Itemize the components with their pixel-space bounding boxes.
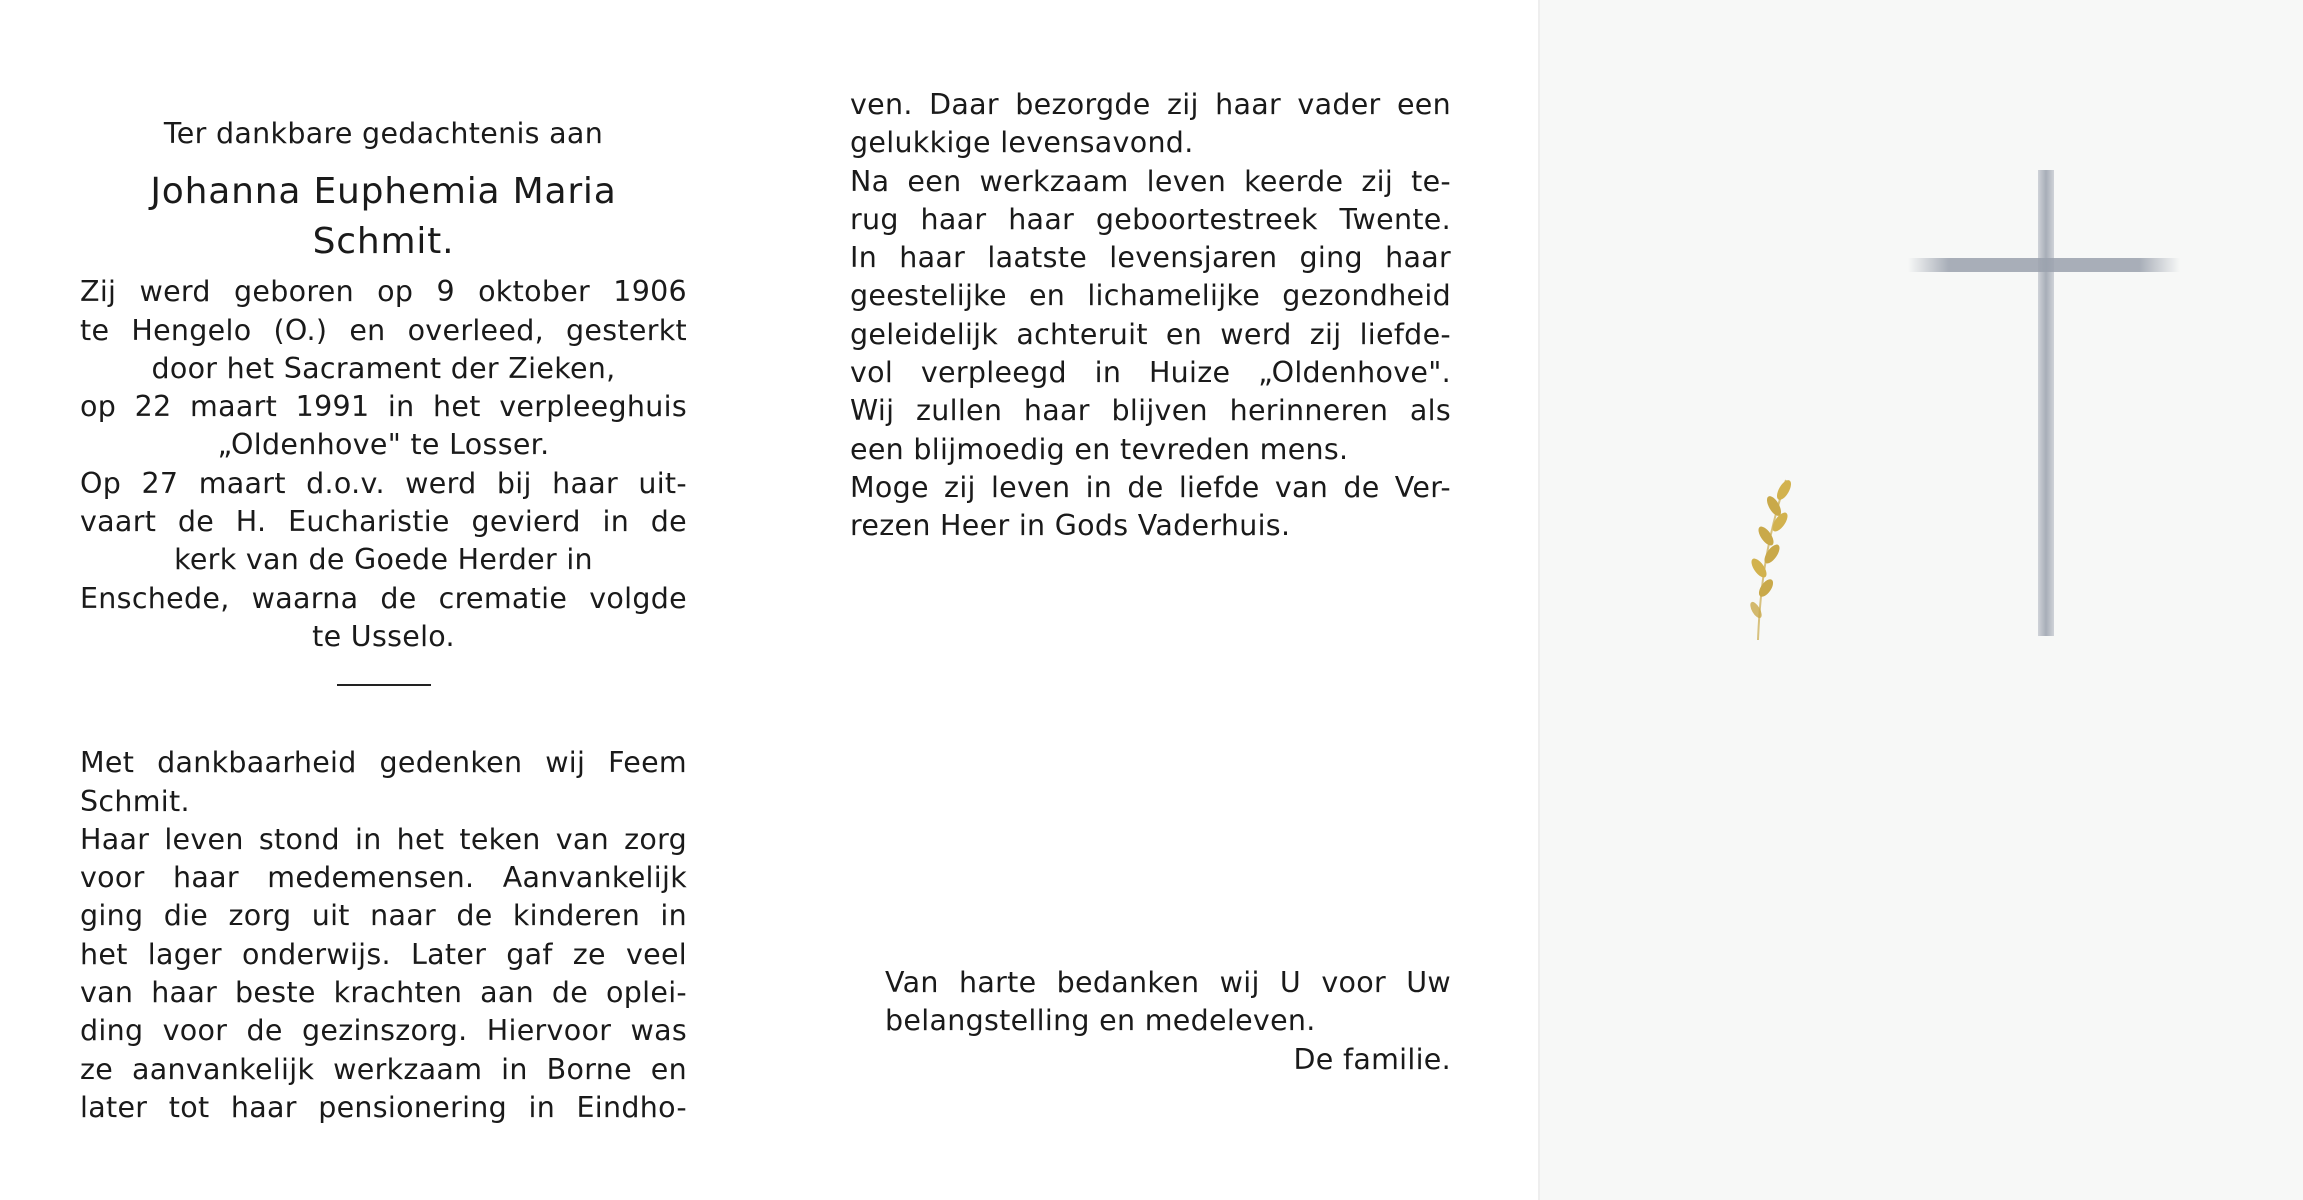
- text-line: voor haar medemensen. Aanvankelijk: [80, 861, 687, 895]
- text-line: te Usselo.: [312, 619, 455, 653]
- memorial-text-continued: [850, 86, 1451, 546]
- text-line: kerk van de Goede Herder in: [174, 543, 593, 577]
- memorial-text: [80, 744, 687, 1127]
- text-line: te Hengelo (O.) en overleed, gesterkt: [80, 313, 687, 347]
- text-line: geleidelijk achteruit en werd zij liefde-: [850, 317, 1451, 351]
- card-front-panel: [1540, 0, 2303, 1200]
- text-line: van haar beste krachten aan de oplei-: [80, 976, 687, 1010]
- text-line: Na een werkzaam leven keerde zij te-: [850, 164, 1451, 198]
- text-line: het lager onderwijs. Later gaf ze veel: [80, 937, 687, 971]
- left-column: [80, 115, 687, 1127]
- text-line: op 22 maart 1991 in het verpleeghuis: [80, 390, 687, 424]
- text-line: rezen Heer in Gods Vaderhuis.: [850, 509, 1291, 543]
- text-line: Enschede, waarna de crematie volgde: [80, 581, 687, 615]
- text-line: rug haar haar geboortestreek Twente.: [850, 202, 1451, 236]
- text-line: Haar leven stond in het teken van zorg: [80, 822, 687, 856]
- text-line: ding voor de gezinszorg. Hiervoor was: [80, 1014, 687, 1048]
- cross-icon-beam: [1908, 258, 2180, 272]
- text-line: Wij zullen haar blijven herinneren als: [850, 394, 1451, 428]
- middle-column: [850, 86, 1451, 546]
- text-line: geestelijke en lichamelijke gezondheid: [850, 279, 1451, 313]
- text-line: Moge zij leven in de liefde van de Ver-: [850, 470, 1451, 504]
- deceased-name-line1: Johanna Euphemia Maria: [150, 171, 617, 213]
- wheat-icon: [1730, 470, 1800, 650]
- family-signature: De familie.: [1293, 1042, 1451, 1076]
- text-line: In haar laatste levensjaren ging haar: [850, 241, 1451, 275]
- thanks-block: [885, 964, 1451, 1079]
- text-line: ven. Daar bezorgde zij haar vader een: [850, 88, 1451, 121]
- text-line: ging die zorg uit naar de kinderen in: [80, 899, 687, 933]
- text-line: vol verpleegd in Huize „Oldenhove".: [850, 356, 1451, 390]
- text-line: Op 27 maart d.o.v. werd bij haar uit-: [80, 466, 687, 500]
- text-line: ze aanvankelijk werkzaam in Borne en: [80, 1052, 687, 1086]
- text-line: Schmit.: [80, 784, 190, 818]
- text-line: door het Sacrament der Zieken,: [151, 351, 616, 385]
- text-line: vaart de H. Eucharistie gevierd in de: [80, 505, 687, 539]
- text-line: een blijmoedig en tevreden mens.: [850, 432, 1349, 466]
- divider-rule: [337, 684, 431, 686]
- cross-icon: [2038, 170, 2054, 636]
- deceased-name-line2: Schmit.: [312, 221, 455, 263]
- thanks-line2: belangstelling en medeleven.: [885, 1004, 1316, 1038]
- thanks-line1: Van harte bedanken wij U voor Uw: [885, 966, 1451, 999]
- text-line: Met dankbaarheid gedenken wij Feem: [80, 746, 687, 780]
- text-line: „Oldenhove" te Losser.: [217, 428, 550, 462]
- biography-text: [80, 273, 687, 656]
- text-line: gelukkige levensavond.: [850, 126, 1194, 160]
- intro-text: Ter dankbare gedachtenis aan: [163, 117, 604, 150]
- text-line: later tot haar pensionering in Eindho-: [80, 1090, 687, 1124]
- text-line: Zij werd geboren op 9 oktober 1906: [80, 275, 687, 309]
